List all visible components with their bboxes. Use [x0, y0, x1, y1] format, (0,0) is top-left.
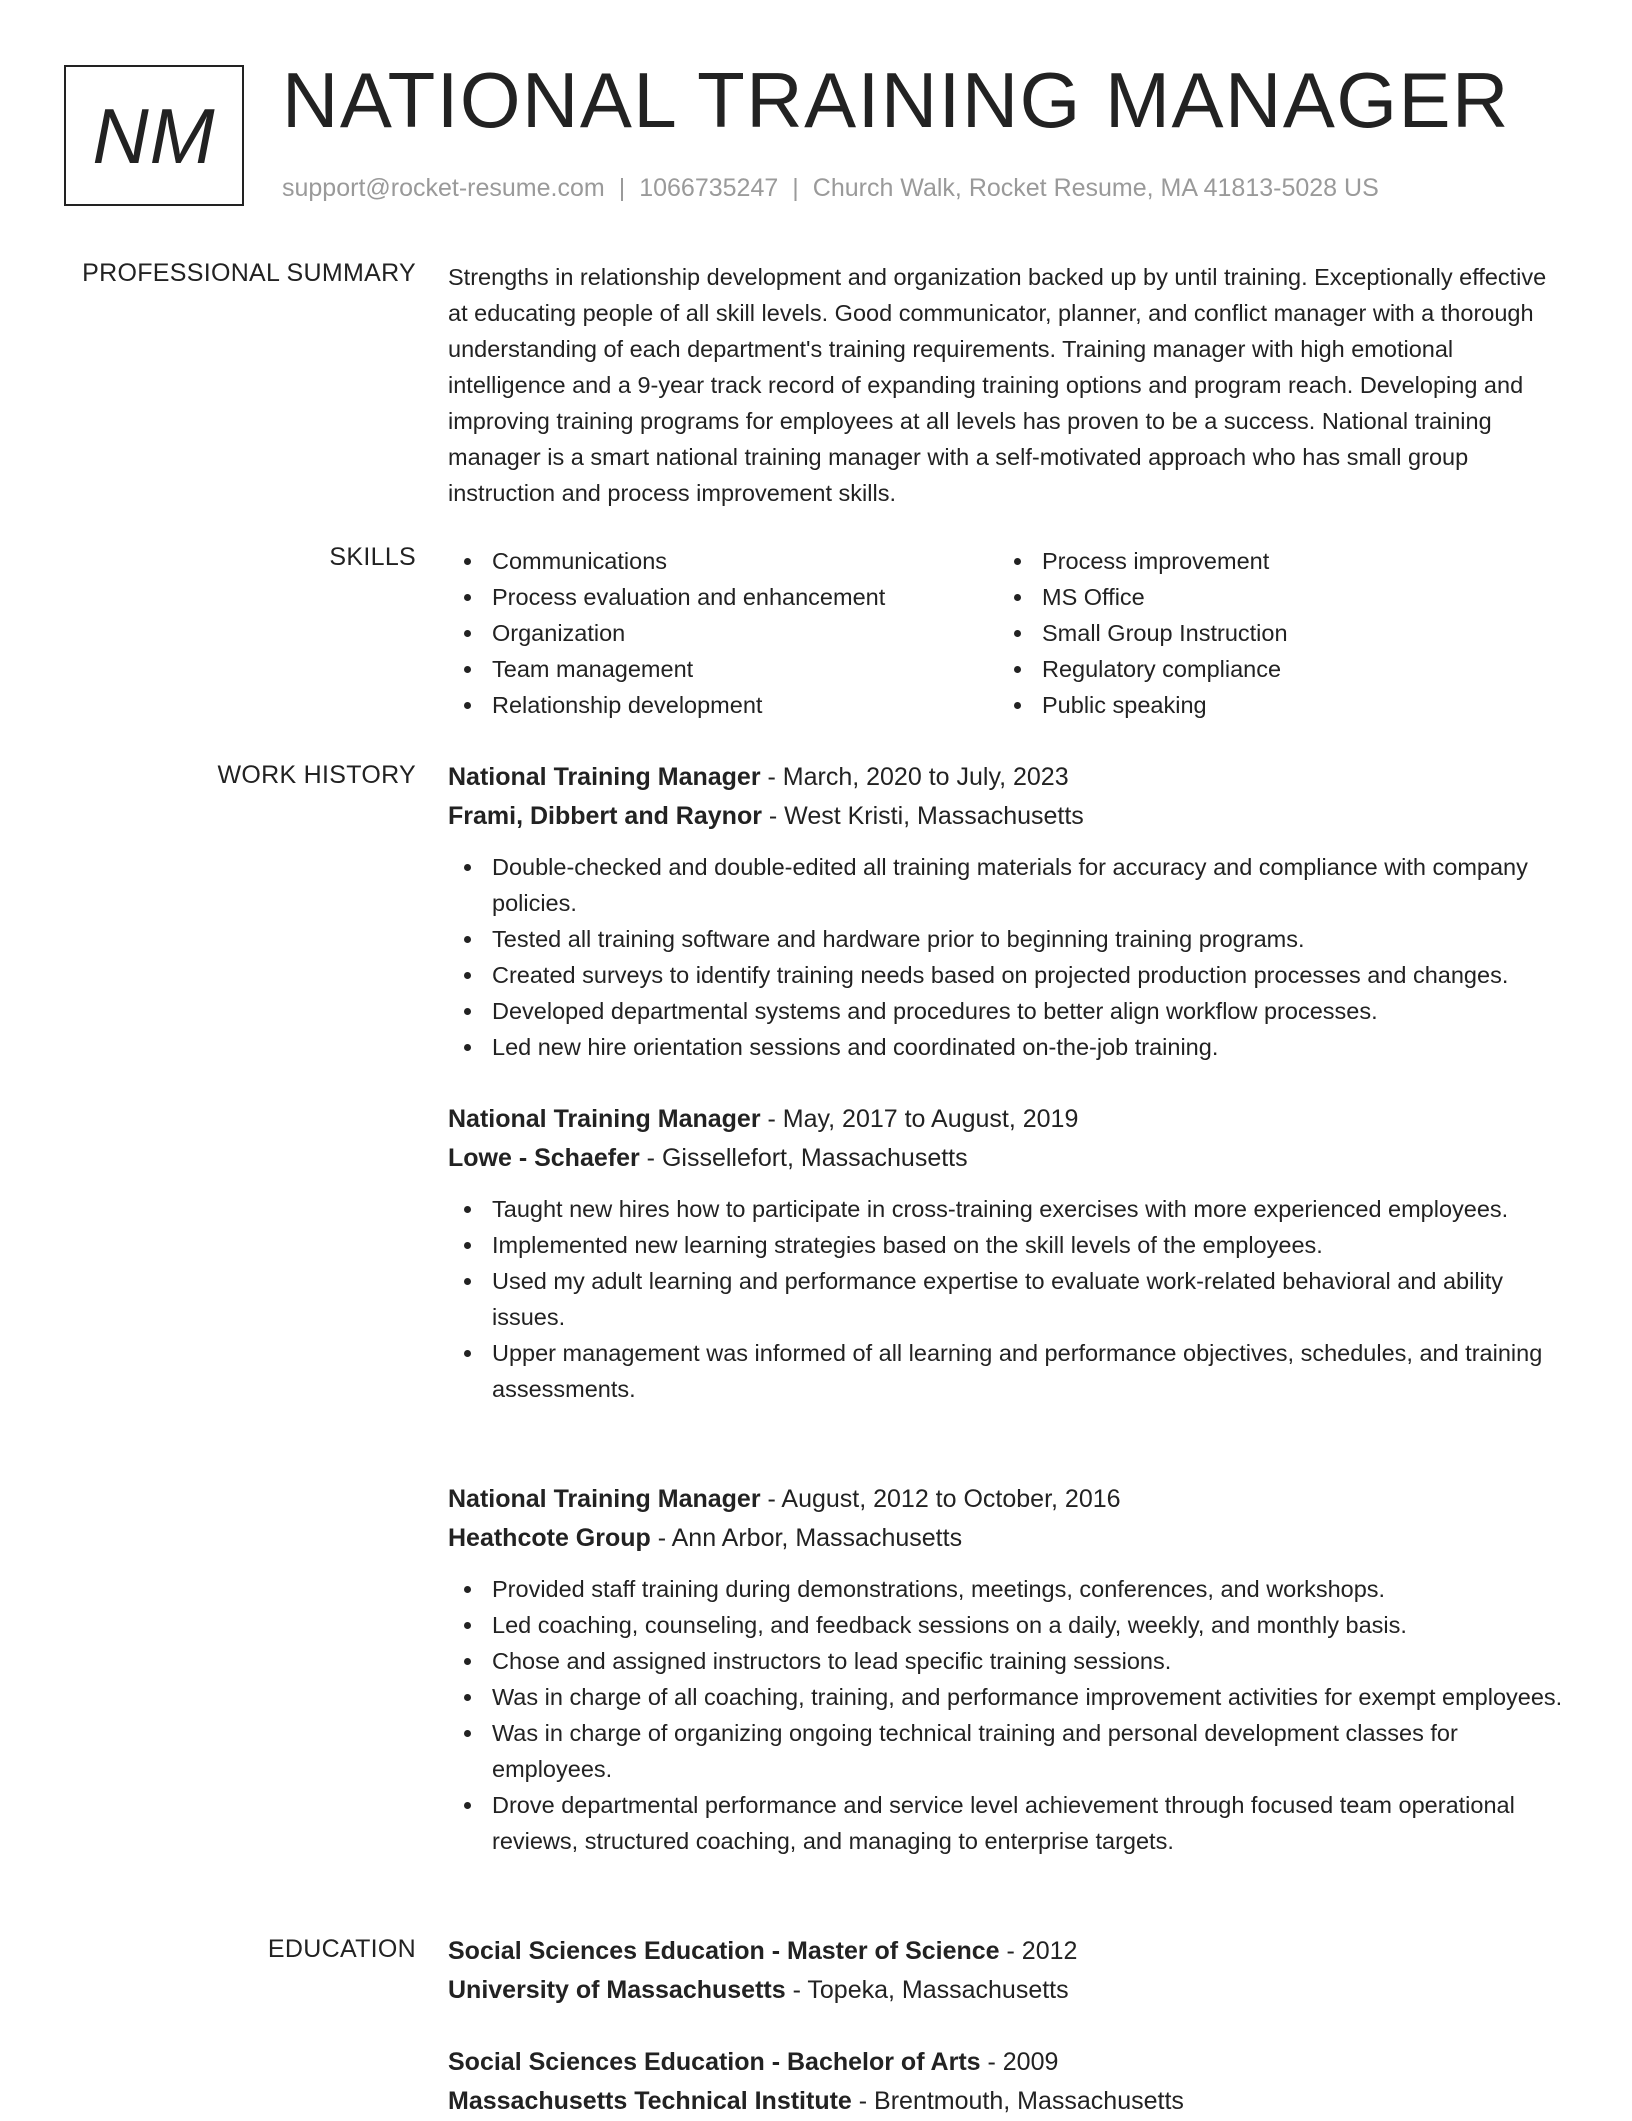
- job-duty: Tested all training software and hardware prior to beginning training programs.: [448, 921, 1573, 957]
- school-location: - Brentmouth, Massachusetts: [851, 2087, 1184, 2115]
- job-company: Heathcote Group: [448, 1524, 651, 1552]
- summary-heading: PROFESSIONAL SUMMARY: [82, 259, 416, 287]
- skill-item: Team management: [448, 651, 998, 687]
- job-role: National Training Manager: [448, 1485, 761, 1513]
- job-location: - West Kristi, Massachusetts: [761, 802, 1084, 830]
- job-company: Lowe - Schaefer: [448, 1144, 640, 1172]
- school-name: University of Massachusetts: [448, 1976, 786, 2004]
- job-duty: Provided staff training during demonstrations, meetings, conferences, and workshops.: [448, 1571, 1573, 1607]
- education-heading: EDUCATION: [267, 1935, 416, 1963]
- contact-separator: |: [792, 174, 799, 202]
- skill-item: Public speaking: [998, 687, 1548, 723]
- job-entry: [448, 1100, 1573, 1407]
- skills-heading: SKILLS: [329, 543, 416, 571]
- job-duty: Was in charge of organizing ongoing technical training and personal development classes for employees.: [448, 1715, 1573, 1787]
- job-duty: Drove departmental performance and service level achievement through focused team operational reviews, structured coaching, and managing to enterprise targets.: [448, 1787, 1573, 1859]
- candidate-name: NATIONAL TRAINING MANAGER: [282, 56, 1510, 144]
- job-dates: - August, 2012 to October, 2016: [760, 1485, 1121, 1513]
- skill-item: Regulatory compliance: [998, 651, 1548, 687]
- job-entry: [448, 1480, 1573, 1859]
- job-duty: Taught new hires how to participate in cross-training exercises with more experienced employees.: [448, 1191, 1573, 1227]
- job-duty: Led coaching, counseling, and feedback sessions on a daily, weekly, and monthly basis.: [448, 1607, 1573, 1643]
- summary-section: [448, 259, 1553, 511]
- school-name: Massachusetts Technical Institute: [448, 2087, 852, 2115]
- education-entry: [448, 2043, 1573, 2121]
- contact-line: [282, 174, 1379, 203]
- skill-item: Relationship development: [448, 687, 998, 723]
- job-duty: Double-checked and double-edited all training materials for accuracy and compliance with company policies.: [448, 849, 1573, 921]
- skills-list-right: [998, 543, 1548, 723]
- work-history-heading: WORK HISTORY: [217, 761, 416, 789]
- school-location: - Topeka, Massachusetts: [785, 1976, 1069, 2004]
- contact-email[interactable]: support@rocket-resume.com: [282, 174, 605, 202]
- contact-phone[interactable]: 1066735247: [639, 174, 779, 202]
- school-line: [448, 2082, 1573, 2121]
- degree-year: - 2012: [999, 1937, 1078, 1965]
- job-role: National Training Manager: [448, 763, 761, 791]
- job-duties-list: [448, 1571, 1573, 1859]
- job-duty: Chose and assigned instructors to lead specific training sessions.: [448, 1643, 1573, 1679]
- job-role: National Training Manager: [448, 1105, 761, 1133]
- monogram-initials: NM: [92, 91, 216, 180]
- job-duty: Led new hire orientation sessions and coordinated on-the-job training.: [448, 1029, 1573, 1065]
- summary-text: Strengths in relationship development and organization backed up by until training. Exceptionally effective at educating people of all skill levels. Good communicator, planner, and conflict manager with a thorough understanding of each department's training requirements. Training manager with high emotional intelligence and a 9-year track record of expanding training options and program reach. Developing and improving training programs for employees at all levels has proven to be a success. National training manager is a smart national training manager with a self-motivated approach who has small group instruction and process improvement skills.: [448, 264, 1547, 506]
- job-company-line: [448, 1519, 1573, 1558]
- job-company-line: [448, 1139, 1573, 1178]
- job-title-line: [448, 1100, 1573, 1139]
- skill-item: MS Office: [998, 579, 1548, 615]
- job-duty: Created surveys to identify training needs based on projected production processes and changes.: [448, 957, 1573, 993]
- contact-address: Church Walk, Rocket Resume, MA 41813-5028 US: [812, 174, 1379, 202]
- skills-list-left: [448, 543, 998, 723]
- job-duty: Was in charge of all coaching, training, and performance improvement activities for exempt employees.: [448, 1679, 1573, 1715]
- monogram-box: [64, 65, 244, 206]
- job-company-line: [448, 797, 1573, 836]
- job-title-line: [448, 758, 1573, 797]
- job-dates: - May, 2017 to August, 2019: [760, 1105, 1079, 1133]
- job-dates: - March, 2020 to July, 2023: [760, 763, 1069, 791]
- education-entry: [448, 1932, 1573, 2010]
- job-location: - Gissellefort, Massachusetts: [639, 1144, 968, 1172]
- job-title-line: [448, 1480, 1573, 1519]
- job-location: - Ann Arbor, Massachusetts: [650, 1524, 963, 1552]
- degree-line: [448, 2043, 1573, 2082]
- job-entry: [448, 758, 1573, 1065]
- job-duties-list: [448, 1191, 1573, 1407]
- job-duty: Upper management was informed of all learning and performance objectives, schedules, and training assessments.: [448, 1335, 1573, 1407]
- job-duty: Implemented new learning strategies based on the skill levels of the employees.: [448, 1227, 1573, 1263]
- job-company: Frami, Dibbert and Raynor: [448, 802, 762, 830]
- skill-item: Small Group Instruction: [998, 615, 1548, 651]
- school-line: [448, 1971, 1573, 2010]
- contact-separator: |: [618, 174, 626, 202]
- job-duties-list: [448, 849, 1573, 1065]
- skill-item: Process evaluation and enhancement: [448, 579, 998, 615]
- job-duty: Used my adult learning and performance expertise to evaluate work-related behavioral and ability issues.: [448, 1263, 1573, 1335]
- skill-item: Communications: [448, 543, 998, 579]
- skill-item: Process improvement: [998, 543, 1548, 579]
- skills-section: [448, 543, 1573, 723]
- degree-name: Social Sciences Education - Bachelor of Arts: [448, 2048, 981, 2076]
- degree-line: [448, 1932, 1573, 1971]
- skill-item: Organization: [448, 615, 998, 651]
- degree-name: Social Sciences Education - Master of Science: [448, 1937, 1000, 1965]
- job-duty: Developed departmental systems and procedures to better align workflow processes.: [448, 993, 1573, 1029]
- degree-year: - 2009: [980, 2048, 1059, 2076]
